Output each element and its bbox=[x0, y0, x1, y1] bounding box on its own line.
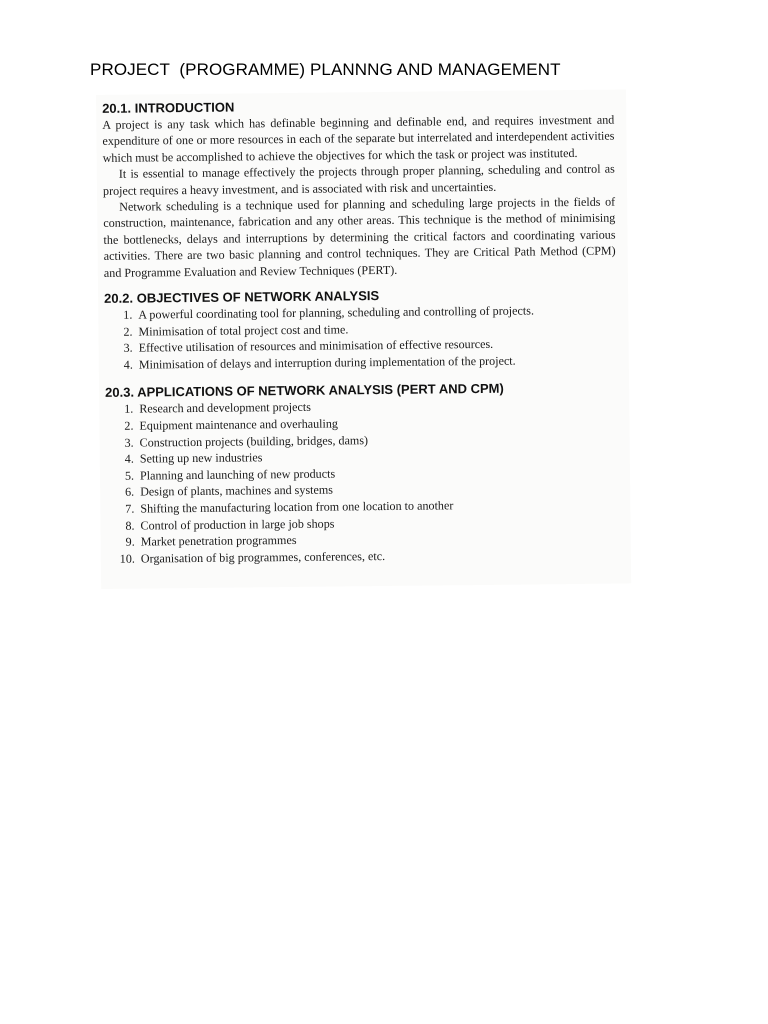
section-heading-applications: 20.3. APPLICATIONS OF NETWORK ANALYSIS (PERT AND CPM) bbox=[105, 381, 504, 401]
objectives-list bbox=[104, 302, 629, 374]
list-item-number: 4. bbox=[124, 451, 134, 466]
list-item-text: Effective utilisation of resources and minimisation of effective resources. bbox=[138, 337, 494, 355]
list-item-number: 8. bbox=[125, 518, 135, 533]
list-item-text: A powerful coordinating tool for planning, scheduling and controlling of projects. bbox=[138, 303, 535, 322]
list-item-text: Construction projects (building, bridges, dams) bbox=[139, 432, 369, 450]
section-heading-objectives: 20.2. OBJECTIVES OF NETWORK ANALYSIS bbox=[104, 288, 380, 306]
list-item-text: Organisation of big programmes, conferences, etc. bbox=[140, 548, 386, 566]
list-item-number: 1. bbox=[123, 307, 133, 322]
intro-paragraph: It is essential to manage effectively the projects through proper planning, scheduling and control as project requires a heavy investment, and is associated with risk and uncertainties. bbox=[102, 161, 615, 198]
applications-list bbox=[105, 396, 631, 567]
list-item-number: 6. bbox=[125, 485, 135, 500]
list-item-number: 1. bbox=[124, 402, 134, 417]
page-title: PROJECT (PROGRAMME) PLANNNG AND MANAGEMENT bbox=[90, 60, 561, 79]
list-item-number: 9. bbox=[125, 534, 135, 549]
list-item-text: Minimisation of total project cost and time. bbox=[138, 322, 349, 339]
list-item-text: Setting up new industries bbox=[139, 450, 263, 466]
list-item-text: Market penetration programmes bbox=[140, 533, 297, 549]
list-item-number: 2. bbox=[124, 418, 134, 433]
list-item-number: 4. bbox=[123, 357, 133, 372]
intro-paragraph: A project is any task which has definable beginning and definable end, and requires investment and expenditure of one or more resources in each of the separate but interrelated and interdependent activities which must be accomplished to achieve the objectives for which the task or project was instituted. bbox=[102, 112, 615, 165]
list-item-text: Minimisation of delays and interruption during implementation of the project. bbox=[138, 353, 516, 372]
list-item-number: 7. bbox=[125, 501, 135, 516]
list-item-text: Planning and launching of new products bbox=[139, 466, 336, 483]
scanned-page-image bbox=[96, 89, 631, 589]
list-item-text: Design of plants, machines and systems bbox=[140, 482, 334, 499]
list-item-number: 2. bbox=[123, 324, 133, 339]
list-item-text: Shifting the manufacturing location from one location to another bbox=[140, 498, 454, 516]
list-item-text: Control of production in large job shops bbox=[140, 516, 335, 533]
intro-paragraph: Network scheduling is a technique used for planning and scheduling large projects in the fields of construction, maintenance, fabrication and any other areas. This technique is the method of minimising the bottlenecks, delays and interruptions by determining the critical factors and coordinating various activities. There are two basic planning and control techniques. They are Critical Path Method (CPM) and Programme Evaluation and Review Techniques (PERT). bbox=[103, 194, 616, 280]
list-item-number: 10. bbox=[119, 551, 135, 566]
list-item-text: Equipment maintenance and overhauling bbox=[139, 416, 339, 433]
list-item-number: 3. bbox=[124, 435, 134, 450]
list-item-number: 5. bbox=[124, 468, 135, 483]
section-heading-introduction: 20.1. INTRODUCTION bbox=[102, 99, 235, 116]
list-item-number: 3. bbox=[123, 340, 133, 355]
list-item-text: Research and development projects bbox=[139, 400, 311, 417]
